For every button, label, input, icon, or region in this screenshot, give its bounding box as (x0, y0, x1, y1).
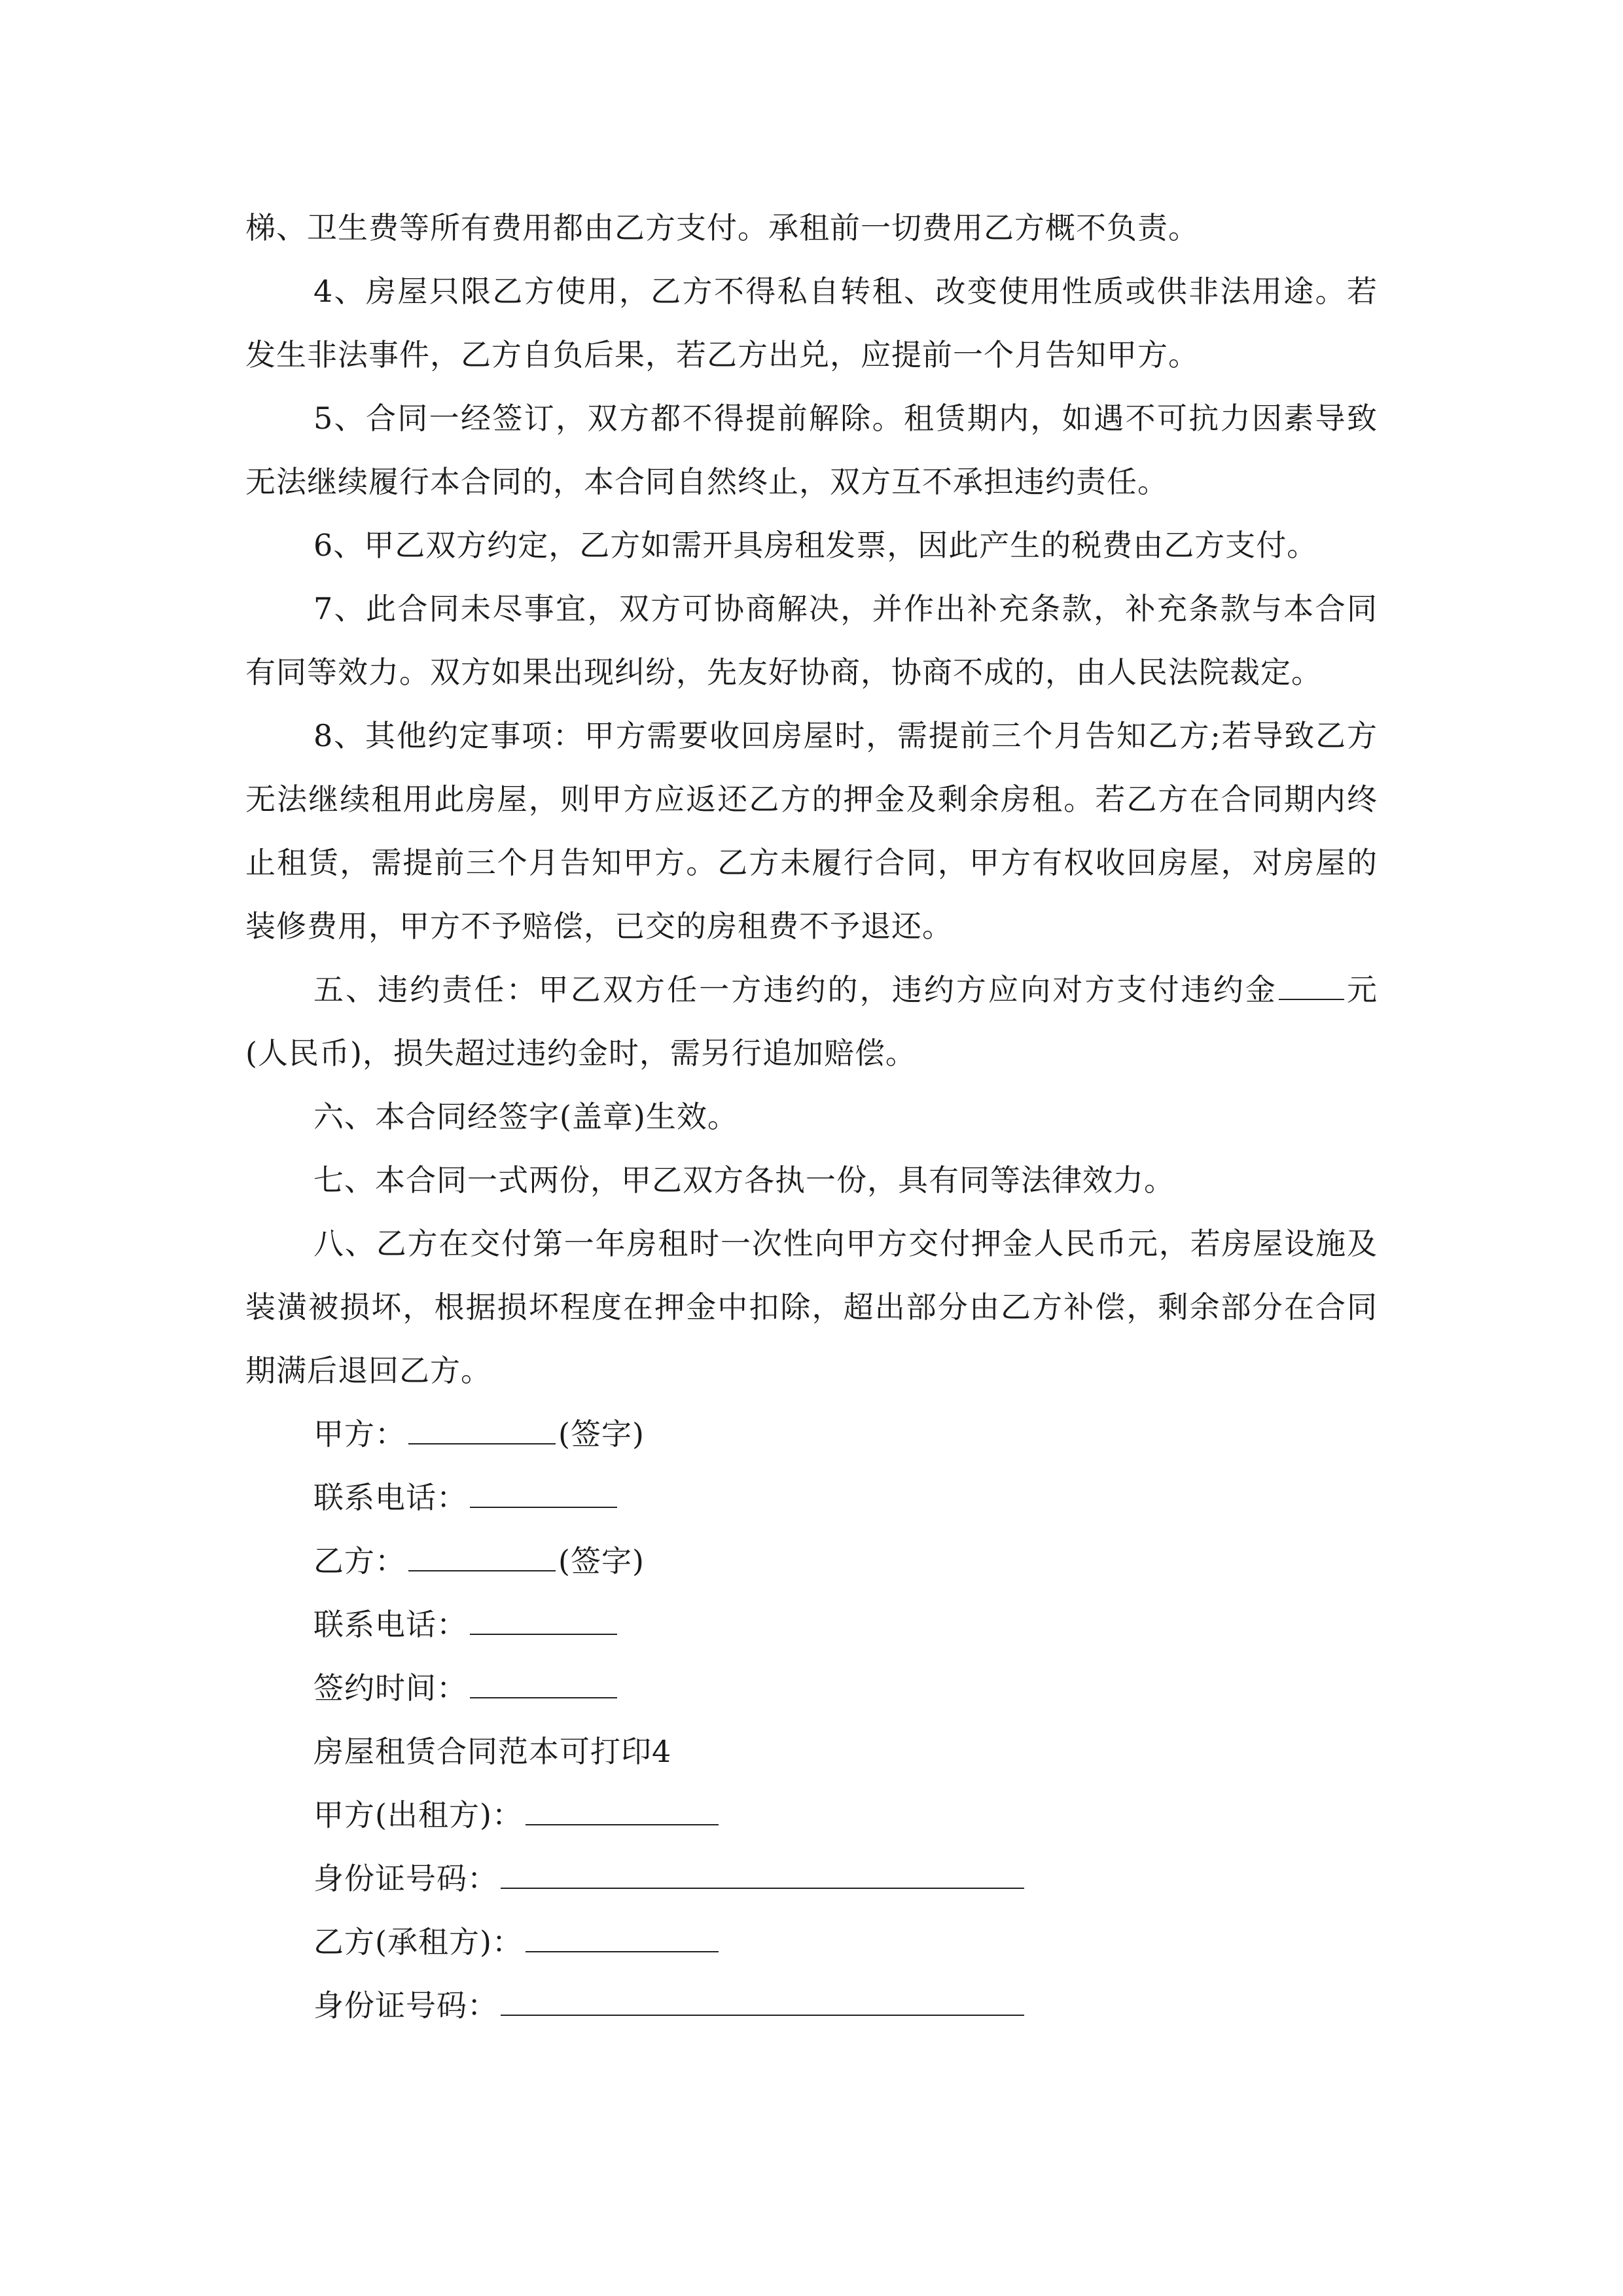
contract-body (245, 196, 1378, 2037)
sign-date-label: 签约时间： (313, 1670, 467, 1706)
lessee-label: 乙方(承租方)： (313, 1924, 523, 1960)
lessor-id-line (245, 1847, 1378, 1910)
party-a-phone-blank (470, 1480, 617, 1508)
party-b-phone-line (245, 1593, 1378, 1657)
paragraph-clause-7: 7、此合同未尽事宜，双方可协商解决，并作出补充条款，补充条款与本合同有同等效力。双方如果出现纠纷，先友好协商，协商不成的，由人民法院裁定。 (245, 591, 1378, 690)
lessee-blank (526, 1925, 719, 1952)
party-a-phone-line (245, 1466, 1378, 1530)
lessee-id-blank (501, 1988, 1024, 2016)
paragraph-clause-6: 6、甲乙双方约定，乙方如需开具房租发票，因此产生的税费由乙方支付。 (313, 528, 1318, 563)
next-contract-title: 房屋租赁合同范本可打印4 (313, 1734, 672, 1769)
sign-date-blank (470, 1671, 617, 1698)
sign-date-line (245, 1657, 1378, 1720)
party-b-phone-label: 联系电话： (313, 1607, 467, 1642)
lessor-line (245, 1784, 1378, 1847)
party-b-phone-blank (470, 1607, 617, 1635)
paragraph-clause-5: 5、合同一经签订，双方都不得提前解除。租赁期内，如遇不可抗力因素导致无法继续履行本合同的，本合同自然终止，双方互不承担违约责任。 (245, 401, 1378, 499)
lessor-label: 甲方(出租方)： (313, 1797, 523, 1833)
penalty-amount-blank (1279, 973, 1344, 1000)
party-a-phone-label: 联系电话： (313, 1480, 467, 1515)
party-b-signature-suffix: (签字) (558, 1543, 645, 1579)
party-a-signature-line (245, 1403, 1378, 1466)
lessee-line (245, 1910, 1378, 1974)
party-b-signature-line (245, 1530, 1378, 1593)
party-b-signature-blank (408, 1544, 556, 1571)
penalty-text-after: 元(人民币)，损失超过违约金时，需另行追加赔偿。 (245, 972, 1378, 1071)
paragraph-clause-4: 4、房屋只限乙方使用，乙方不得私自转租、改变使用性质或供非法用途。若发生非法事件，乙方自负后果，若乙方出兑，应提前一个月告知甲方。 (245, 274, 1378, 372)
lessor-blank (526, 1798, 719, 1825)
lessor-id-blank (501, 1861, 1024, 1889)
paragraph-penalty (245, 958, 1378, 1085)
party-a-signature-suffix: (签字) (558, 1416, 645, 1452)
lessor-id-label: 身份证号码： (313, 1861, 498, 1896)
lessee-id-line (245, 1974, 1378, 2037)
paragraph-section-6: 六、本合同经签字(盖章)生效。 (313, 1099, 738, 1134)
party-a-label: 甲方： (313, 1416, 406, 1452)
paragraph-section-7: 七、本合同一式两份，甲乙双方各执一份，具有同等法律效力。 (313, 1162, 1175, 1198)
penalty-text-before: 五、违约责任：甲乙双方任一方违约的，违约方应向对方支付违约金 (313, 972, 1277, 1007)
paragraph-clause-8: 8、其他约定事项：甲方需要收回房屋时，需提前三个月告知乙方;若导致乙方无法继续租用此房屋，则甲方应返还乙方的押金及剩余房租。若乙方在合同期内终止租赁，需提前三个月告知甲方。乙方未履行合同，甲方有权收回房屋，对房屋的装修费用，甲方不予赔偿，已交的房租费不予退还。 (245, 718, 1378, 944)
paragraph-fees: 梯、卫生费等所有费用都由乙方支付。承租前一切费用乙方概不负责。 (245, 210, 1199, 245)
party-a-signature-blank (408, 1417, 556, 1444)
lessee-id-label: 身份证号码： (313, 1988, 498, 2023)
party-b-label: 乙方： (313, 1543, 406, 1579)
paragraph-section-8: 八、乙方在交付第一年房租时一次性向甲方交付押金人民币元，若房屋设施及装潢被损坏，根据损坏程度在押金中扣除，超出部分由乙方补偿，剩余部分在合同期满后退回乙方。 (245, 1226, 1378, 1388)
